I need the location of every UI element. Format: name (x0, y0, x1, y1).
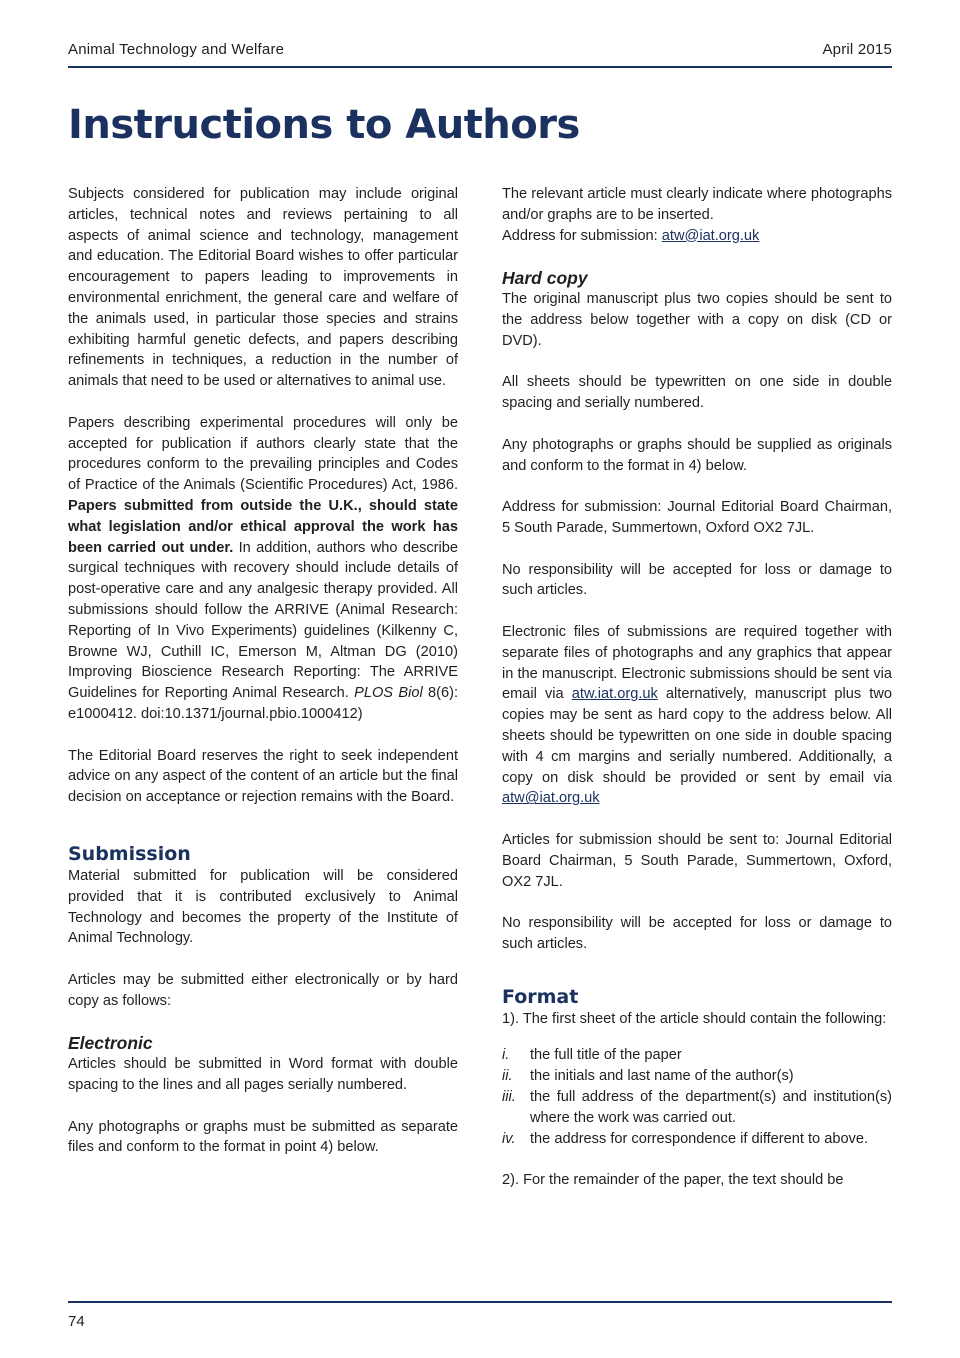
electronic-heading: Electronic (68, 1033, 153, 1054)
format-paragraph: 1). The first sheet of the article should contain the following: (502, 1010, 887, 1027)
intro-paragraph: Subjects considered for publication may include original articles, technical notes and reviews pertaining to all aspects of animal science and technology, management and education. The Editorial Board wishes to offer particular encouragement to papers leading to improvements in environmental enrichment, the general care and welfare of the animals used, in particular those species and strains exhibiting harmful genetic defects, and papers describing refinements in techniques, a reduction in the number of animals that need to be used or alternatives to animal use. (68, 186, 458, 390)
photographs-paragraph: Any photographs or graphs should be supplied as originals and conform to the format in 4) below. (502, 436, 892, 474)
procedures-bold-text: Papers submitted from outside the U.K., should state what legislation and/or ethical approval the work has been carried out under. (68, 497, 458, 556)
list-number: iii. (502, 1089, 516, 1106)
issue-date: April 2015 (822, 41, 892, 58)
responsibility-paragraph: No responsibility will be accepted for loss or damage to such articles. (502, 561, 892, 599)
list-item (502, 1129, 892, 1150)
email-link-2[interactable]: atw@iat.org.uk (502, 790, 600, 807)
journal-citation: PLOS Biol (354, 685, 423, 702)
list-text: the full address of the department(s) and institution(s) where the work was carried out. (530, 1089, 892, 1126)
list-item (502, 1045, 892, 1066)
list-item (502, 1066, 892, 1087)
hard-copy-paragraph: The original manuscript plus two copies should be sent to the address below together with a copy on disk (CD or DVD). (502, 291, 892, 349)
remainder-paragraph: 2). For the remainder of the paper, the text should be (502, 1172, 844, 1189)
send-to-paragraph: Articles for submission should be sent to: Journal Editorial Board Chairman, 5 South Parade, Summertown, Oxford, OX2 7JL. (502, 831, 892, 890)
procedures-text-c: 8(6): e1000412. doi:10.1371/journal.pbio.1000412) (68, 685, 458, 722)
format-list (502, 1045, 892, 1149)
footer-rule (68, 1301, 892, 1303)
procedures-text-a: Papers describing experimental procedures will only be accepted for publication if authors clearly state that the procedures conform to the prevailing principles and Codes of Practice of the Animals (Scientific Procedures) Act, 1986. (68, 414, 458, 494)
responsibility-paragraph-2: No responsibility will be accepted for loss or damage to such articles. (502, 915, 892, 952)
list-number: ii. (502, 1068, 513, 1085)
format-heading: Format (502, 985, 579, 1008)
submission-methods-paragraph: Articles may be submitted either electronically or by hard copy as follows: (68, 971, 458, 1009)
hard-copy-heading: Hard copy (502, 268, 588, 289)
submission-heading: Submission (68, 842, 191, 865)
electronic-files-paragraph (502, 622, 892, 809)
submission-link[interactable]: atw.iat.org.uk (571, 686, 658, 703)
photo-placement-paragraph (502, 184, 892, 246)
address-label: Address for submission: (502, 227, 662, 244)
electronic-files-text-a: Electronic files of submissions are required together with separate files of photographs and any graphics that appear in the manuscript. Electronic submissions should be sent via email via (502, 623, 892, 703)
electronic-format-paragraph: Articles should be submitted in Word format with double spacing to the lines and all pages serially numbered. (68, 1056, 458, 1094)
list-number: i. (502, 1047, 510, 1064)
list-text: the full title of the paper (530, 1047, 682, 1064)
header-rule (68, 66, 892, 68)
list-text: the initials and last name of the author(s) (530, 1068, 794, 1085)
postal-address-paragraph: Address for submission: Journal Editorial Board Chairman, 5 South Parade, Summertown, Oxford OX2 7JL. (502, 499, 892, 536)
procedures-text-b: In addition, authors who describe surgical techniques with recovery should include details of post-operative care and any analgesic therapy provided. All submissions should follow the ARRIVE (Animal Research: Reporting of In Vivo Experiments) guidelines (Kilkenny C, Browne WJ, Cuthill IC, Emerson M, Altman DG (2010) Improving Bioscience Research Reporting: The ARRIVE Guidelines for Reporting Animal Research. (68, 539, 458, 702)
page-number: 74 (68, 1313, 85, 1330)
journal-name: Animal Technology and Welfare (68, 41, 285, 58)
page-title: Instructions to Authors (68, 102, 580, 148)
electronic-files-text-b: alternatively, manuscript plus two copies may be sent as hard copy to the address below. All sheets should be typewritten on one side in double spacing with 4 cm margins and serially numbered. Additionally, a copy on disk should be provided or sent by email via (502, 686, 893, 786)
electronic-photos-paragraph: Any photographs or graphs must be submitted as separate files and conform to the format in point 4) below. (68, 1118, 458, 1156)
email-link[interactable]: atw@iat.org.uk (661, 227, 760, 244)
running-header (68, 41, 892, 58)
procedures-paragraph (68, 413, 458, 725)
left-column (68, 184, 458, 1158)
page (68, 0, 892, 1358)
list-number: iv. (502, 1130, 516, 1147)
photo-placement-text: The relevant article must clearly indicate where photographs and/or graphs are to be inserted. (502, 186, 892, 223)
right-column (502, 184, 892, 1191)
submission-paragraph: Material submitted for publication will be considered provided that it is contributed exclusively to Animal Technology and becomes the property of the Institute of Animal Technology. (68, 867, 458, 947)
list-text: the address for correspondence if different to above. (530, 1130, 869, 1147)
list-item (502, 1087, 892, 1129)
editorial-board-paragraph: The Editorial Board reserves the right to seek independent advice on any aspect of the content of an article but the final decision on acceptance or rejection remains with the Board. (68, 747, 458, 806)
typewritten-paragraph: All sheets should be typewritten on one side in double spacing and serially numbered. (502, 374, 892, 412)
